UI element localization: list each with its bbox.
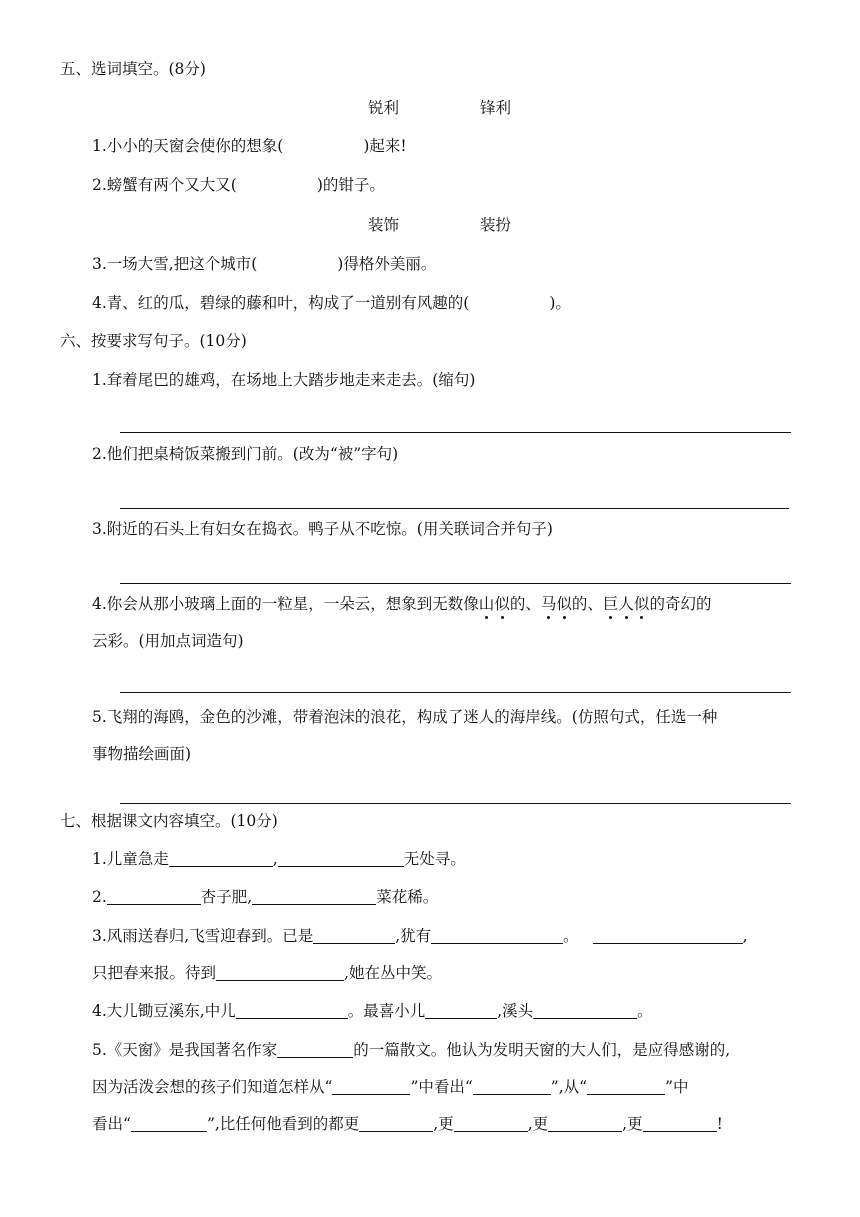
answer-line-6-4[interactable] (120, 692, 791, 693)
word-option-3: 装饰 (368, 216, 400, 234)
question-6-2: 2.他们把桌椅饭菜搬到门前。(改为“被”字句) (92, 445, 399, 463)
question-5-1: 1.小小的天窗会使你的想象( )起来! (92, 137, 407, 155)
emphasis-char: 似 (633, 595, 650, 613)
word-option-1: 锐利 (368, 99, 400, 117)
question-7-5-line2: 因为活泼会想的孩子们知道怎样从“ ”中看出“ ”,从“ ”中 (92, 1078, 689, 1096)
dotted-word-1 (479, 595, 510, 613)
blank[interactable] (454, 1115, 528, 1132)
blank[interactable] (277, 1041, 353, 1058)
answer-line-6-5[interactable] (120, 803, 791, 804)
blank[interactable] (473, 1078, 551, 1095)
question-5-4: 4.青、红的瓜，碧绿的藤和叶，构成了一道别有风趣的( )。 (92, 294, 571, 312)
blank[interactable] (252, 888, 376, 905)
section-6-title: 六、按要求写句子。(10分) (60, 332, 247, 350)
question-6-4-line2: 云彩。(用加点词造句) (92, 632, 244, 650)
blank[interactable] (359, 1115, 433, 1132)
question-7-4: 4.大儿锄豆溪东,中儿 。最喜小儿 ,溪头 。 (92, 1002, 653, 1020)
question-6-3: 3.附近的石头上有妇女在捣衣。鸭子从不吃惊。(用关联词合并句子) (92, 520, 553, 538)
blank[interactable] (332, 1078, 410, 1095)
section-5-title: 五、选词填空。(8分) (60, 60, 206, 78)
question-7-5: 5.《天窗》是我国著名作家 的一篇散文。他认为发明天窗的大人们，是应得感谢的, (92, 1041, 731, 1059)
dotted-word-2 (541, 595, 572, 613)
section-7-title: 七、根据课文内容填空。(10分) (60, 812, 278, 830)
answer-line-6-2[interactable] (120, 508, 789, 509)
emphasis-char: 巨 (602, 595, 619, 613)
blank[interactable] (131, 1115, 207, 1132)
dotted-word-3 (603, 595, 650, 613)
word-option-4: 装扮 (480, 216, 512, 234)
question-6-1: 1.耷着尾巴的雄鸡，在场地上大踏步地走来走去。(缩句) (92, 371, 476, 389)
question-5-3: 3.一场大雪,把这个城市( )得格外美丽。 (92, 255, 437, 273)
answer-line-6-1[interactable] (120, 432, 791, 433)
blank[interactable] (313, 927, 395, 944)
blank[interactable] (425, 1002, 497, 1019)
blank[interactable] (643, 1115, 717, 1132)
question-7-5-line3: 看出“ ”,比任何他看到的都更 ,更 ,更 ,更 ! (92, 1115, 723, 1133)
emphasis-char: 似 (494, 595, 510, 613)
emphasis-char: 山 (478, 595, 495, 613)
question-6-5-line2: 事物描绘画面) (92, 745, 192, 763)
question-6-5: 5.飞翔的海鸥，金色的沙滩，带着泡沫的浪花，构成了迷人的海岸线。(仿照句式，任选一种 (92, 708, 718, 726)
question-7-3: 3.风雨送春归,飞雪迎春到。已是 ,犹有 。 , (92, 927, 748, 945)
question-7-2: 2. 杏子肥, 菜花稀。 (92, 888, 439, 906)
question-5-2: 2.螃蟹有两个又大又( )的钳子。 (92, 176, 385, 194)
emphasis-char: 似 (556, 595, 572, 613)
blank[interactable] (216, 964, 344, 981)
blank[interactable] (278, 850, 404, 867)
question-7-1: 1.儿童急走 , 无处寻。 (92, 850, 466, 868)
question-6-4: 4.你会从那小玻璃上面的一粒星，一朵云，想象到无数像山似的、马似的、巨人似的奇幻的 (92, 595, 712, 613)
blank[interactable] (431, 927, 563, 944)
question-7-3-line2: 只把春来报。待到 ,她在丛中笑。 (92, 964, 442, 982)
emphasis-char: 马 (540, 595, 557, 613)
emphasis-char: 人 (618, 595, 634, 613)
blank[interactable] (169, 850, 273, 867)
blank[interactable] (107, 888, 201, 905)
answer-line-6-3[interactable] (120, 583, 791, 584)
blank[interactable] (533, 1002, 637, 1019)
blank[interactable] (548, 1115, 622, 1132)
blank[interactable] (593, 927, 743, 944)
blank[interactable] (587, 1078, 665, 1095)
word-option-2: 锋利 (480, 99, 512, 117)
blank[interactable] (236, 1002, 348, 1019)
